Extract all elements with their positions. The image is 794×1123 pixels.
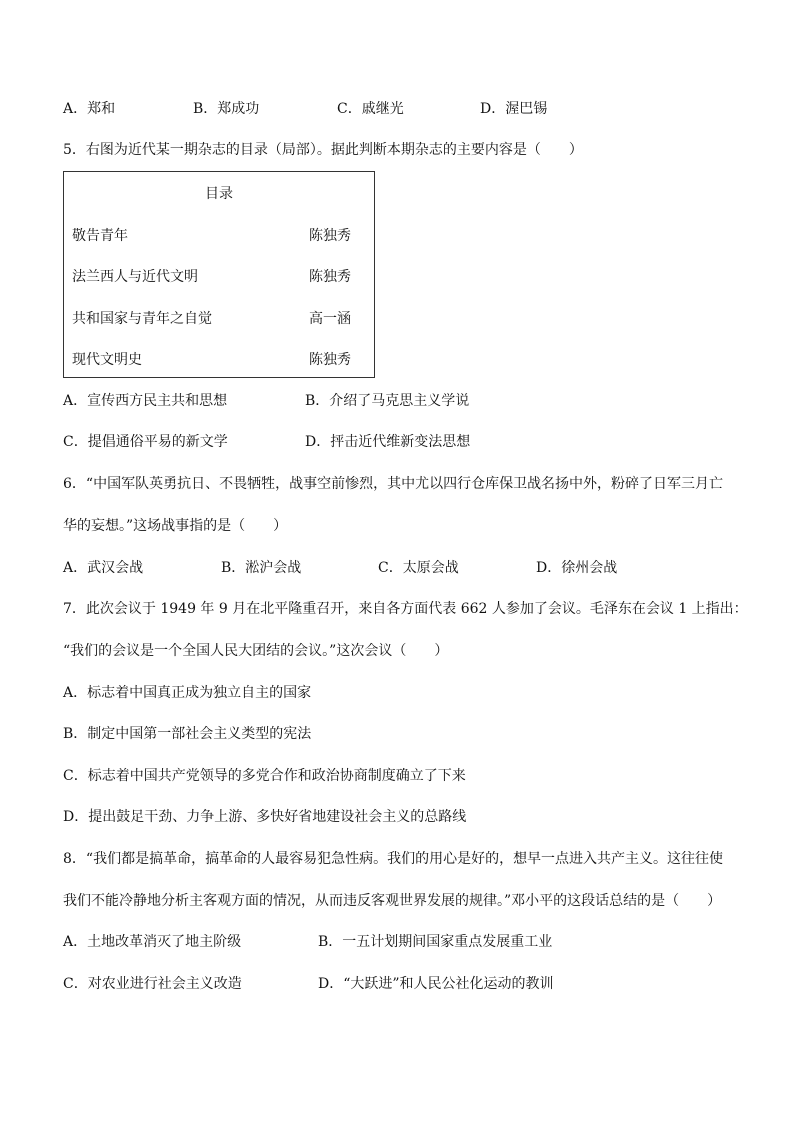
q4-option-a: A．郑和	[63, 101, 116, 117]
q5-option-d: D．抨击近代维新变法思想	[305, 434, 471, 450]
q7-option-c: C．标志着中国共产党领导的多党合作和政治协商制度确立了下来	[63, 768, 466, 784]
q6-option-b: B．淞沪会战	[221, 560, 302, 576]
q6-option-a: A．武汉会战	[63, 560, 144, 576]
q4-option-b: B．郑成功	[193, 101, 260, 117]
q6-option-d: D．徐州会战	[536, 560, 618, 576]
q5-stem: 5．右图为近代某一期杂志的目录（局部）。据此判断本期杂志的主要内容是（ ）	[63, 142, 583, 158]
q7-option-d: D．提出鼓足干劲、力争上游、多快好省地建设社会主义的总路线	[63, 809, 467, 825]
toc-article-author: 陈独秀	[309, 228, 351, 244]
q8-option-a: A．土地改革消灭了地主阶级	[63, 934, 242, 950]
toc-title: 目录	[205, 186, 233, 202]
q8-option-d: D．“大跃进”和人民公社化运动的教训	[318, 976, 554, 992]
q5-option-b: B．介绍了马克思主义学说	[305, 393, 470, 409]
q6-stem-line1: 6．“中国军队英勇抗日、不畏牺牲，战事空前惨烈，其中尤以四行仓库保卫战名扬中外，粉碎了日军三月亡	[63, 476, 724, 492]
toc-article-title: 共和国家与青年之自觉	[72, 311, 212, 327]
q7-option-a: A．标志着中国真正成为独立自主的国家	[63, 685, 312, 701]
q6-stem-line2: 华的妄想。”这场战事指的是（ ）	[63, 518, 288, 534]
q8-option-b: B．一五计划期间国家重点发展重工业	[318, 934, 553, 950]
toc-article-author: 陈独秀	[309, 269, 351, 285]
q7-stem-line2: “我们的会议是一个全国人民大团结的会议。”这次会议（ ）	[63, 643, 449, 659]
q5-option-c: C．提倡通俗平易的新文学	[63, 434, 228, 450]
toc-article-title: 敬告青年	[72, 228, 128, 244]
q4-option-c: C．戚继光	[337, 101, 404, 117]
q4-option-d: D．渥巴锡	[480, 101, 548, 117]
toc-article-author: 高一涵	[309, 311, 351, 327]
q8-option-c: C．对农业进行社会主义改造	[63, 976, 242, 992]
magazine-toc-box	[63, 171, 375, 378]
q8-stem-line1: 8．“我们都是搞革命，搞革命的人最容易犯急性病。我们的用心是好的，想早一点进入共产主义。这往往使	[63, 851, 724, 867]
q7-stem-line1: 7．此次会议于 1949 年 9 月在北平隆重召开，来自各方面代表 662 人参加了会议。毛泽东在会议 1 上指出：	[63, 601, 748, 617]
q5-option-a: A．宣传西方民主共和思想	[63, 393, 228, 409]
toc-article-author: 陈独秀	[309, 352, 351, 368]
q6-option-c: C．太原会战	[378, 560, 459, 576]
q7-option-b: B．制定中国第一部社会主义类型的宪法	[63, 726, 312, 742]
toc-article-title: 法兰西人与近代文明	[72, 269, 198, 285]
q8-stem-line2: 我们不能冷静地分析主客观方面的情况，从而违反客观世界发展的规律。”邓小平的这段话总结的是（ ）	[63, 893, 722, 909]
toc-article-title: 现代文明史	[72, 352, 142, 368]
